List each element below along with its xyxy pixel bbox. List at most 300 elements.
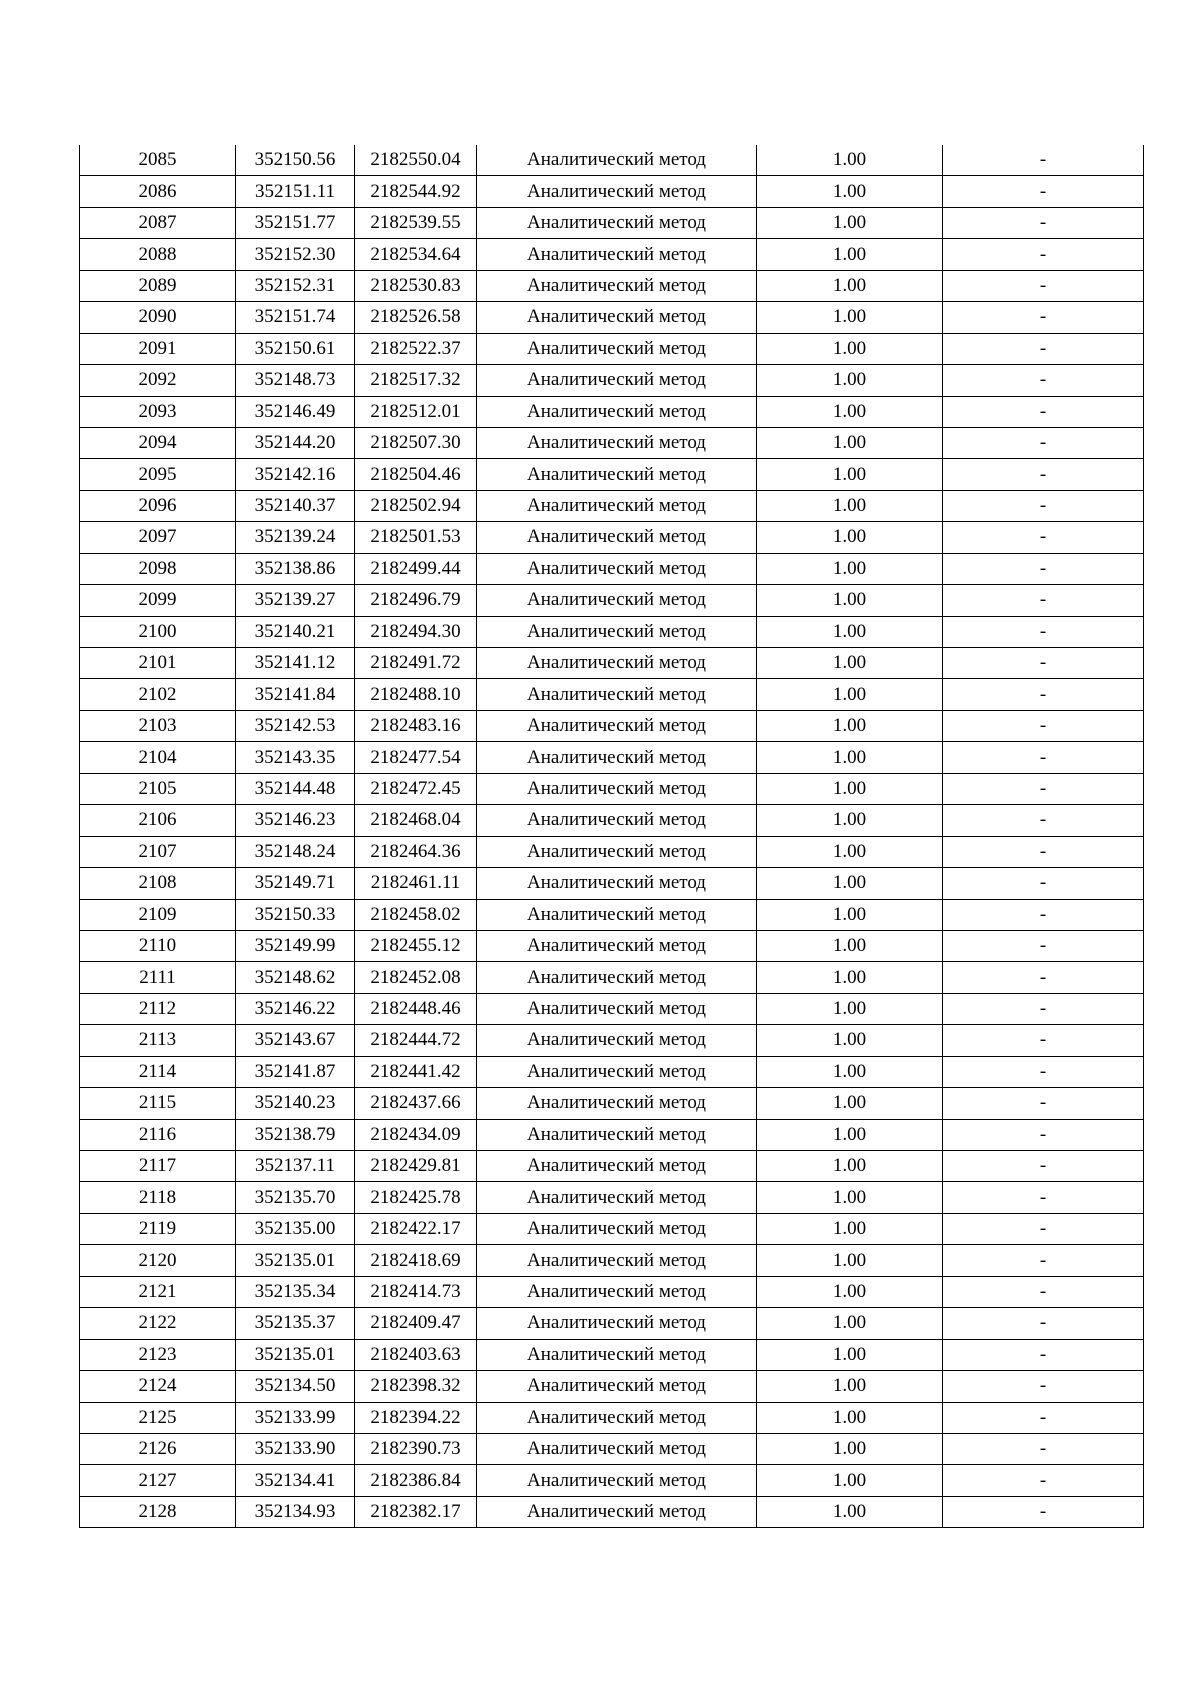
- point-number-cell: 2094: [80, 427, 236, 458]
- accuracy-cell: 1.00: [757, 805, 943, 836]
- table-row: [80, 490, 1144, 521]
- accuracy-cell: 1.00: [757, 239, 943, 270]
- y-coordinate-cell: 2182488.10: [355, 679, 477, 710]
- method-cell: Аналитический метод: [477, 207, 757, 238]
- table-row: [80, 176, 1144, 207]
- x-coordinate-cell: 352140.21: [236, 616, 355, 647]
- y-coordinate-cell: 2182526.58: [355, 302, 477, 333]
- table-row: [80, 1496, 1144, 1527]
- method-cell: Аналитический метод: [477, 522, 757, 553]
- point-number-cell: 2087: [80, 207, 236, 238]
- description-cell: -: [943, 616, 1144, 647]
- description-cell: -: [943, 239, 1144, 270]
- y-coordinate-cell: 2182534.64: [355, 239, 477, 270]
- point-number-cell: 2122: [80, 1308, 236, 1339]
- point-number-cell: 2118: [80, 1182, 236, 1213]
- method-cell: Аналитический метод: [477, 585, 757, 616]
- method-cell: Аналитический метод: [477, 396, 757, 427]
- table-row: [80, 207, 1144, 238]
- table-row: [80, 1339, 1144, 1370]
- accuracy-cell: 1.00: [757, 270, 943, 301]
- accuracy-cell: 1.00: [757, 993, 943, 1024]
- table-row: [80, 1245, 1144, 1276]
- x-coordinate-cell: 352151.74: [236, 302, 355, 333]
- accuracy-cell: 1.00: [757, 585, 943, 616]
- x-coordinate-cell: 352135.34: [236, 1276, 355, 1307]
- method-cell: Аналитический метод: [477, 836, 757, 867]
- point-number-cell: 2101: [80, 648, 236, 679]
- table-row: [80, 805, 1144, 836]
- y-coordinate-cell: 2182425.78: [355, 1182, 477, 1213]
- y-coordinate-cell: 2182455.12: [355, 930, 477, 961]
- accuracy-cell: 1.00: [757, 176, 943, 207]
- y-coordinate-cell: 2182403.63: [355, 1339, 477, 1370]
- x-coordinate-cell: 352142.53: [236, 710, 355, 741]
- point-number-cell: 2085: [80, 145, 236, 176]
- x-coordinate-cell: 352138.86: [236, 553, 355, 584]
- table-row: [80, 1402, 1144, 1433]
- accuracy-cell: 1.00: [757, 1465, 943, 1496]
- table-row: [80, 1151, 1144, 1182]
- method-cell: Аналитический метод: [477, 679, 757, 710]
- accuracy-cell: 1.00: [757, 710, 943, 741]
- accuracy-cell: 1.00: [757, 616, 943, 647]
- method-cell: Аналитический метод: [477, 1308, 757, 1339]
- point-number-cell: 2112: [80, 993, 236, 1024]
- point-number-cell: 2113: [80, 1025, 236, 1056]
- x-coordinate-cell: 352146.22: [236, 993, 355, 1024]
- method-cell: Аналитический метод: [477, 962, 757, 993]
- description-cell: -: [943, 585, 1144, 616]
- point-number-cell: 2086: [80, 176, 236, 207]
- method-cell: Аналитический метод: [477, 1056, 757, 1087]
- x-coordinate-cell: 352149.99: [236, 930, 355, 961]
- description-cell: -: [943, 962, 1144, 993]
- point-number-cell: 2120: [80, 1245, 236, 1276]
- description-cell: -: [943, 1465, 1144, 1496]
- x-coordinate-cell: 352137.11: [236, 1151, 355, 1182]
- description-cell: -: [943, 553, 1144, 584]
- x-coordinate-cell: 352141.87: [236, 1056, 355, 1087]
- x-coordinate-cell: 352143.35: [236, 742, 355, 773]
- x-coordinate-cell: 352141.12: [236, 648, 355, 679]
- point-number-cell: 2105: [80, 773, 236, 804]
- description-cell: -: [943, 302, 1144, 333]
- table-row: [80, 648, 1144, 679]
- method-cell: Аналитический метод: [477, 459, 757, 490]
- method-cell: Аналитический метод: [477, 616, 757, 647]
- x-coordinate-cell: 352134.93: [236, 1496, 355, 1527]
- method-cell: Аналитический метод: [477, 490, 757, 521]
- y-coordinate-cell: 2182429.81: [355, 1151, 477, 1182]
- point-number-cell: 2098: [80, 553, 236, 584]
- y-coordinate-cell: 2182517.32: [355, 365, 477, 396]
- table-row: [80, 1025, 1144, 1056]
- accuracy-cell: 1.00: [757, 1119, 943, 1150]
- point-number-cell: 2117: [80, 1151, 236, 1182]
- table-row: [80, 930, 1144, 961]
- x-coordinate-cell: 352151.11: [236, 176, 355, 207]
- description-cell: -: [943, 459, 1144, 490]
- x-coordinate-cell: 352148.73: [236, 365, 355, 396]
- point-number-cell: 2095: [80, 459, 236, 490]
- method-cell: Аналитический метод: [477, 993, 757, 1024]
- y-coordinate-cell: 2182472.45: [355, 773, 477, 804]
- description-cell: -: [943, 427, 1144, 458]
- method-cell: Аналитический метод: [477, 1088, 757, 1119]
- table-row: [80, 396, 1144, 427]
- x-coordinate-cell: 352138.79: [236, 1119, 355, 1150]
- y-coordinate-cell: 2182468.04: [355, 805, 477, 836]
- accuracy-cell: 1.00: [757, 773, 943, 804]
- x-coordinate-cell: 352150.33: [236, 899, 355, 930]
- description-cell: -: [943, 1371, 1144, 1402]
- description-cell: -: [943, 836, 1144, 867]
- x-coordinate-cell: 352141.84: [236, 679, 355, 710]
- accuracy-cell: 1.00: [757, 742, 943, 773]
- description-cell: -: [943, 805, 1144, 836]
- x-coordinate-cell: 352134.50: [236, 1371, 355, 1402]
- table-row: [80, 710, 1144, 741]
- y-coordinate-cell: 2182414.73: [355, 1276, 477, 1307]
- method-cell: Аналитический метод: [477, 427, 757, 458]
- description-cell: -: [943, 1433, 1144, 1464]
- description-cell: -: [943, 1308, 1144, 1339]
- x-coordinate-cell: 352148.24: [236, 836, 355, 867]
- point-number-cell: 2115: [80, 1088, 236, 1119]
- accuracy-cell: 1.00: [757, 145, 943, 176]
- table-row: [80, 427, 1144, 458]
- table-row: [80, 1213, 1144, 1244]
- method-cell: Аналитический метод: [477, 1025, 757, 1056]
- accuracy-cell: 1.00: [757, 1308, 943, 1339]
- accuracy-cell: 1.00: [757, 1213, 943, 1244]
- accuracy-cell: 1.00: [757, 930, 943, 961]
- table-row: [80, 145, 1144, 176]
- method-cell: Аналитический метод: [477, 1213, 757, 1244]
- y-coordinate-cell: 2182522.37: [355, 333, 477, 364]
- y-coordinate-cell: 2182434.09: [355, 1119, 477, 1150]
- point-number-cell: 2116: [80, 1119, 236, 1150]
- table-row: [80, 1056, 1144, 1087]
- description-cell: -: [943, 773, 1144, 804]
- description-cell: -: [943, 993, 1144, 1024]
- method-cell: Аналитический метод: [477, 270, 757, 301]
- accuracy-cell: 1.00: [757, 679, 943, 710]
- y-coordinate-cell: 2182477.54: [355, 742, 477, 773]
- point-number-cell: 2103: [80, 710, 236, 741]
- y-coordinate-cell: 2182502.94: [355, 490, 477, 521]
- description-cell: -: [943, 648, 1144, 679]
- accuracy-cell: 1.00: [757, 1402, 943, 1433]
- point-number-cell: 2126: [80, 1433, 236, 1464]
- method-cell: Аналитический метод: [477, 710, 757, 741]
- accuracy-cell: 1.00: [757, 1182, 943, 1213]
- table-row: [80, 333, 1144, 364]
- x-coordinate-cell: 352148.62: [236, 962, 355, 993]
- method-cell: Аналитический метод: [477, 302, 757, 333]
- table-row: [80, 962, 1144, 993]
- y-coordinate-cell: 2182483.16: [355, 710, 477, 741]
- y-coordinate-cell: 2182494.30: [355, 616, 477, 647]
- method-cell: Аналитический метод: [477, 1465, 757, 1496]
- description-cell: -: [943, 1402, 1144, 1433]
- x-coordinate-cell: 352133.90: [236, 1433, 355, 1464]
- y-coordinate-cell: 2182464.36: [355, 836, 477, 867]
- description-cell: -: [943, 1213, 1144, 1244]
- description-cell: -: [943, 1182, 1144, 1213]
- description-cell: -: [943, 145, 1144, 176]
- x-coordinate-cell: 352133.99: [236, 1402, 355, 1433]
- table-row: [80, 1371, 1144, 1402]
- method-cell: Аналитический метод: [477, 333, 757, 364]
- coordinates-table: [79, 145, 1144, 1528]
- method-cell: Аналитический метод: [477, 742, 757, 773]
- accuracy-cell: 1.00: [757, 490, 943, 521]
- x-coordinate-cell: 352135.70: [236, 1182, 355, 1213]
- x-coordinate-cell: 352152.31: [236, 270, 355, 301]
- table-row: [80, 1308, 1144, 1339]
- x-coordinate-cell: 352135.37: [236, 1308, 355, 1339]
- accuracy-cell: 1.00: [757, 868, 943, 899]
- point-number-cell: 2109: [80, 899, 236, 930]
- x-coordinate-cell: 352135.01: [236, 1339, 355, 1370]
- table-row: [80, 239, 1144, 270]
- description-cell: -: [943, 522, 1144, 553]
- table-row: [80, 679, 1144, 710]
- description-cell: -: [943, 365, 1144, 396]
- point-number-cell: 2102: [80, 679, 236, 710]
- table-row: [80, 365, 1144, 396]
- accuracy-cell: 1.00: [757, 365, 943, 396]
- method-cell: Аналитический метод: [477, 1371, 757, 1402]
- y-coordinate-cell: 2182409.47: [355, 1308, 477, 1339]
- y-coordinate-cell: 2182418.69: [355, 1245, 477, 1276]
- accuracy-cell: 1.00: [757, 522, 943, 553]
- y-coordinate-cell: 2182390.73: [355, 1433, 477, 1464]
- accuracy-cell: 1.00: [757, 1276, 943, 1307]
- y-coordinate-cell: 2182496.79: [355, 585, 477, 616]
- accuracy-cell: 1.00: [757, 396, 943, 427]
- accuracy-cell: 1.00: [757, 553, 943, 584]
- y-coordinate-cell: 2182501.53: [355, 522, 477, 553]
- method-cell: Аналитический метод: [477, 1496, 757, 1527]
- accuracy-cell: 1.00: [757, 1433, 943, 1464]
- description-cell: -: [943, 396, 1144, 427]
- point-number-cell: 2111: [80, 962, 236, 993]
- x-coordinate-cell: 352150.56: [236, 145, 355, 176]
- method-cell: Аналитический метод: [477, 239, 757, 270]
- point-number-cell: 2119: [80, 1213, 236, 1244]
- point-number-cell: 2114: [80, 1056, 236, 1087]
- x-coordinate-cell: 352150.61: [236, 333, 355, 364]
- description-cell: -: [943, 1151, 1144, 1182]
- y-coordinate-cell: 2182398.32: [355, 1371, 477, 1402]
- x-coordinate-cell: 352140.23: [236, 1088, 355, 1119]
- accuracy-cell: 1.00: [757, 302, 943, 333]
- point-number-cell: 2110: [80, 930, 236, 961]
- point-number-cell: 2121: [80, 1276, 236, 1307]
- point-number-cell: 2097: [80, 522, 236, 553]
- description-cell: -: [943, 333, 1144, 364]
- accuracy-cell: 1.00: [757, 1056, 943, 1087]
- point-number-cell: 2128: [80, 1496, 236, 1527]
- description-cell: -: [943, 742, 1144, 773]
- method-cell: Аналитический метод: [477, 365, 757, 396]
- x-coordinate-cell: 352135.01: [236, 1245, 355, 1276]
- description-cell: -: [943, 868, 1144, 899]
- x-coordinate-cell: 352140.37: [236, 490, 355, 521]
- accuracy-cell: 1.00: [757, 1151, 943, 1182]
- y-coordinate-cell: 2182386.84: [355, 1465, 477, 1496]
- table-row: [80, 742, 1144, 773]
- accuracy-cell: 1.00: [757, 836, 943, 867]
- x-coordinate-cell: 352146.23: [236, 805, 355, 836]
- x-coordinate-cell: 352144.48: [236, 773, 355, 804]
- method-cell: Аналитический метод: [477, 805, 757, 836]
- method-cell: Аналитический метод: [477, 648, 757, 679]
- accuracy-cell: 1.00: [757, 207, 943, 238]
- method-cell: Аналитический метод: [477, 930, 757, 961]
- accuracy-cell: 1.00: [757, 962, 943, 993]
- accuracy-cell: 1.00: [757, 899, 943, 930]
- point-number-cell: 2107: [80, 836, 236, 867]
- description-cell: -: [943, 930, 1144, 961]
- point-number-cell: 2088: [80, 239, 236, 270]
- table-row: [80, 522, 1144, 553]
- coordinates-table-body: [80, 145, 1144, 1528]
- accuracy-cell: 1.00: [757, 648, 943, 679]
- method-cell: Аналитический метод: [477, 176, 757, 207]
- table-row: [80, 836, 1144, 867]
- description-cell: -: [943, 490, 1144, 521]
- table-row: [80, 1276, 1144, 1307]
- y-coordinate-cell: 2182550.04: [355, 145, 477, 176]
- table-row: [80, 302, 1144, 333]
- description-cell: -: [943, 710, 1144, 741]
- x-coordinate-cell: 352135.00: [236, 1213, 355, 1244]
- y-coordinate-cell: 2182461.11: [355, 868, 477, 899]
- description-cell: -: [943, 1496, 1144, 1527]
- point-number-cell: 2108: [80, 868, 236, 899]
- point-number-cell: 2092: [80, 365, 236, 396]
- table-row: [80, 553, 1144, 584]
- point-number-cell: 2096: [80, 490, 236, 521]
- method-cell: Аналитический метод: [477, 553, 757, 584]
- table-row: [80, 993, 1144, 1024]
- table-row: [80, 868, 1144, 899]
- point-number-cell: 2099: [80, 585, 236, 616]
- table-row: [80, 899, 1144, 930]
- description-cell: -: [943, 679, 1144, 710]
- description-cell: -: [943, 1025, 1144, 1056]
- point-number-cell: 2106: [80, 805, 236, 836]
- y-coordinate-cell: 2182544.92: [355, 176, 477, 207]
- point-number-cell: 2123: [80, 1339, 236, 1370]
- accuracy-cell: 1.00: [757, 1025, 943, 1056]
- method-cell: Аналитический метод: [477, 145, 757, 176]
- x-coordinate-cell: 352146.49: [236, 396, 355, 427]
- accuracy-cell: 1.00: [757, 1088, 943, 1119]
- accuracy-cell: 1.00: [757, 1496, 943, 1527]
- table-row: [80, 1119, 1144, 1150]
- x-coordinate-cell: 352151.77: [236, 207, 355, 238]
- x-coordinate-cell: 352144.20: [236, 427, 355, 458]
- y-coordinate-cell: 2182444.72: [355, 1025, 477, 1056]
- method-cell: Аналитический метод: [477, 868, 757, 899]
- table-row: [80, 1182, 1144, 1213]
- method-cell: Аналитический метод: [477, 1433, 757, 1464]
- y-coordinate-cell: 2182441.42: [355, 1056, 477, 1087]
- x-coordinate-cell: 352152.30: [236, 239, 355, 270]
- accuracy-cell: 1.00: [757, 1339, 943, 1370]
- y-coordinate-cell: 2182539.55: [355, 207, 477, 238]
- x-coordinate-cell: 352143.67: [236, 1025, 355, 1056]
- y-coordinate-cell: 2182437.66: [355, 1088, 477, 1119]
- y-coordinate-cell: 2182422.17: [355, 1213, 477, 1244]
- accuracy-cell: 1.00: [757, 1245, 943, 1276]
- accuracy-cell: 1.00: [757, 333, 943, 364]
- x-coordinate-cell: 352142.16: [236, 459, 355, 490]
- method-cell: Аналитический метод: [477, 1182, 757, 1213]
- x-coordinate-cell: 352134.41: [236, 1465, 355, 1496]
- description-cell: -: [943, 1245, 1144, 1276]
- y-coordinate-cell: 2182504.46: [355, 459, 477, 490]
- y-coordinate-cell: 2182499.44: [355, 553, 477, 584]
- description-cell: -: [943, 270, 1144, 301]
- description-cell: -: [943, 1119, 1144, 1150]
- table-row: [80, 773, 1144, 804]
- point-number-cell: 2125: [80, 1402, 236, 1433]
- table-row: [80, 1465, 1144, 1496]
- point-number-cell: 2093: [80, 396, 236, 427]
- table-row: [80, 585, 1144, 616]
- table-row: [80, 616, 1144, 647]
- y-coordinate-cell: 2182491.72: [355, 648, 477, 679]
- accuracy-cell: 1.00: [757, 459, 943, 490]
- y-coordinate-cell: 2182394.22: [355, 1402, 477, 1433]
- method-cell: Аналитический метод: [477, 1151, 757, 1182]
- table-row: [80, 270, 1144, 301]
- description-cell: -: [943, 1088, 1144, 1119]
- description-cell: -: [943, 1339, 1144, 1370]
- table-row: [80, 1088, 1144, 1119]
- y-coordinate-cell: 2182530.83: [355, 270, 477, 301]
- accuracy-cell: 1.00: [757, 427, 943, 458]
- method-cell: Аналитический метод: [477, 1402, 757, 1433]
- method-cell: Аналитический метод: [477, 1276, 757, 1307]
- description-cell: -: [943, 1056, 1144, 1087]
- y-coordinate-cell: 2182452.08: [355, 962, 477, 993]
- method-cell: Аналитический метод: [477, 899, 757, 930]
- x-coordinate-cell: 352139.24: [236, 522, 355, 553]
- description-cell: -: [943, 207, 1144, 238]
- y-coordinate-cell: 2182507.30: [355, 427, 477, 458]
- table-row: [80, 1433, 1144, 1464]
- description-cell: -: [943, 1276, 1144, 1307]
- x-coordinate-cell: 352139.27: [236, 585, 355, 616]
- y-coordinate-cell: 2182448.46: [355, 993, 477, 1024]
- table-row: [80, 459, 1144, 490]
- point-number-cell: 2124: [80, 1371, 236, 1402]
- point-number-cell: 2104: [80, 742, 236, 773]
- method-cell: Аналитический метод: [477, 1245, 757, 1276]
- method-cell: Аналитический метод: [477, 1119, 757, 1150]
- point-number-cell: 2127: [80, 1465, 236, 1496]
- y-coordinate-cell: 2182512.01: [355, 396, 477, 427]
- point-number-cell: 2089: [80, 270, 236, 301]
- description-cell: -: [943, 176, 1144, 207]
